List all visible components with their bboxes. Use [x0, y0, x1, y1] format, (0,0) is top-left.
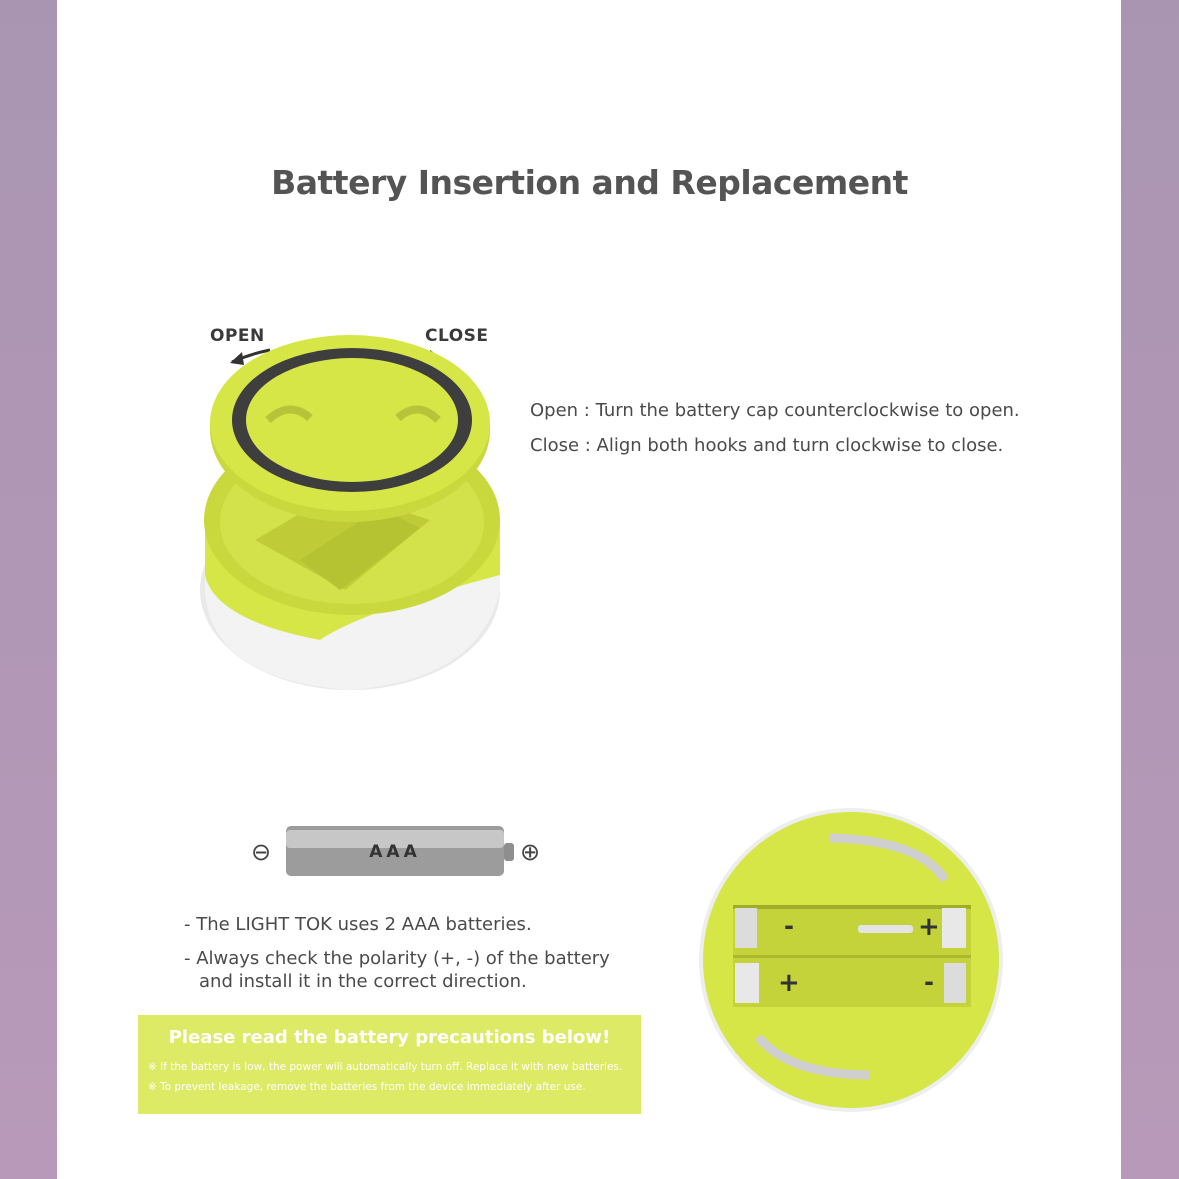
note-polarity-cont: and install it in the correct direction. [199, 971, 527, 992]
precautions-title: Please read the battery precautions below! [168, 1027, 611, 1048]
close-label: CLOSE [425, 326, 489, 346]
mark-top-right: + [918, 912, 940, 942]
mark-bottom-right: - [924, 968, 934, 996]
precaution-item: ※ To prevent leakage, remove the batteries from the device immediately after use. [148, 1081, 586, 1093]
plus-terminal-icon: ⊕ [520, 838, 541, 866]
precautions-banner [138, 1015, 641, 1114]
mark-top-left: - [784, 912, 794, 940]
open-label: OPEN [210, 326, 265, 346]
open-arrowhead-icon [230, 352, 244, 365]
minus-terminal-icon: ⊖ [251, 838, 272, 866]
instruction-close: Close : Align both hooks and turn clockwise to close. [530, 435, 1004, 456]
battery-label: AAA [369, 842, 421, 862]
precaution-item: ※ If the battery is low, the power will automatically turn off. Replace it with new batteries. [148, 1061, 623, 1073]
instruction-open: Open : Turn the battery cap counterclockwise to open. [530, 400, 1020, 421]
mark-bottom-left: + [778, 968, 800, 998]
note-battery-count: - The LIGHT TOK uses 2 AAA batteries. [184, 914, 532, 935]
page-title: Battery Insertion and Replacement [271, 163, 908, 202]
battery-cap [210, 335, 490, 522]
note-polarity: - Always check the polarity (+, -) of the battery [184, 948, 610, 969]
device-bottom-view [699, 808, 1003, 1112]
